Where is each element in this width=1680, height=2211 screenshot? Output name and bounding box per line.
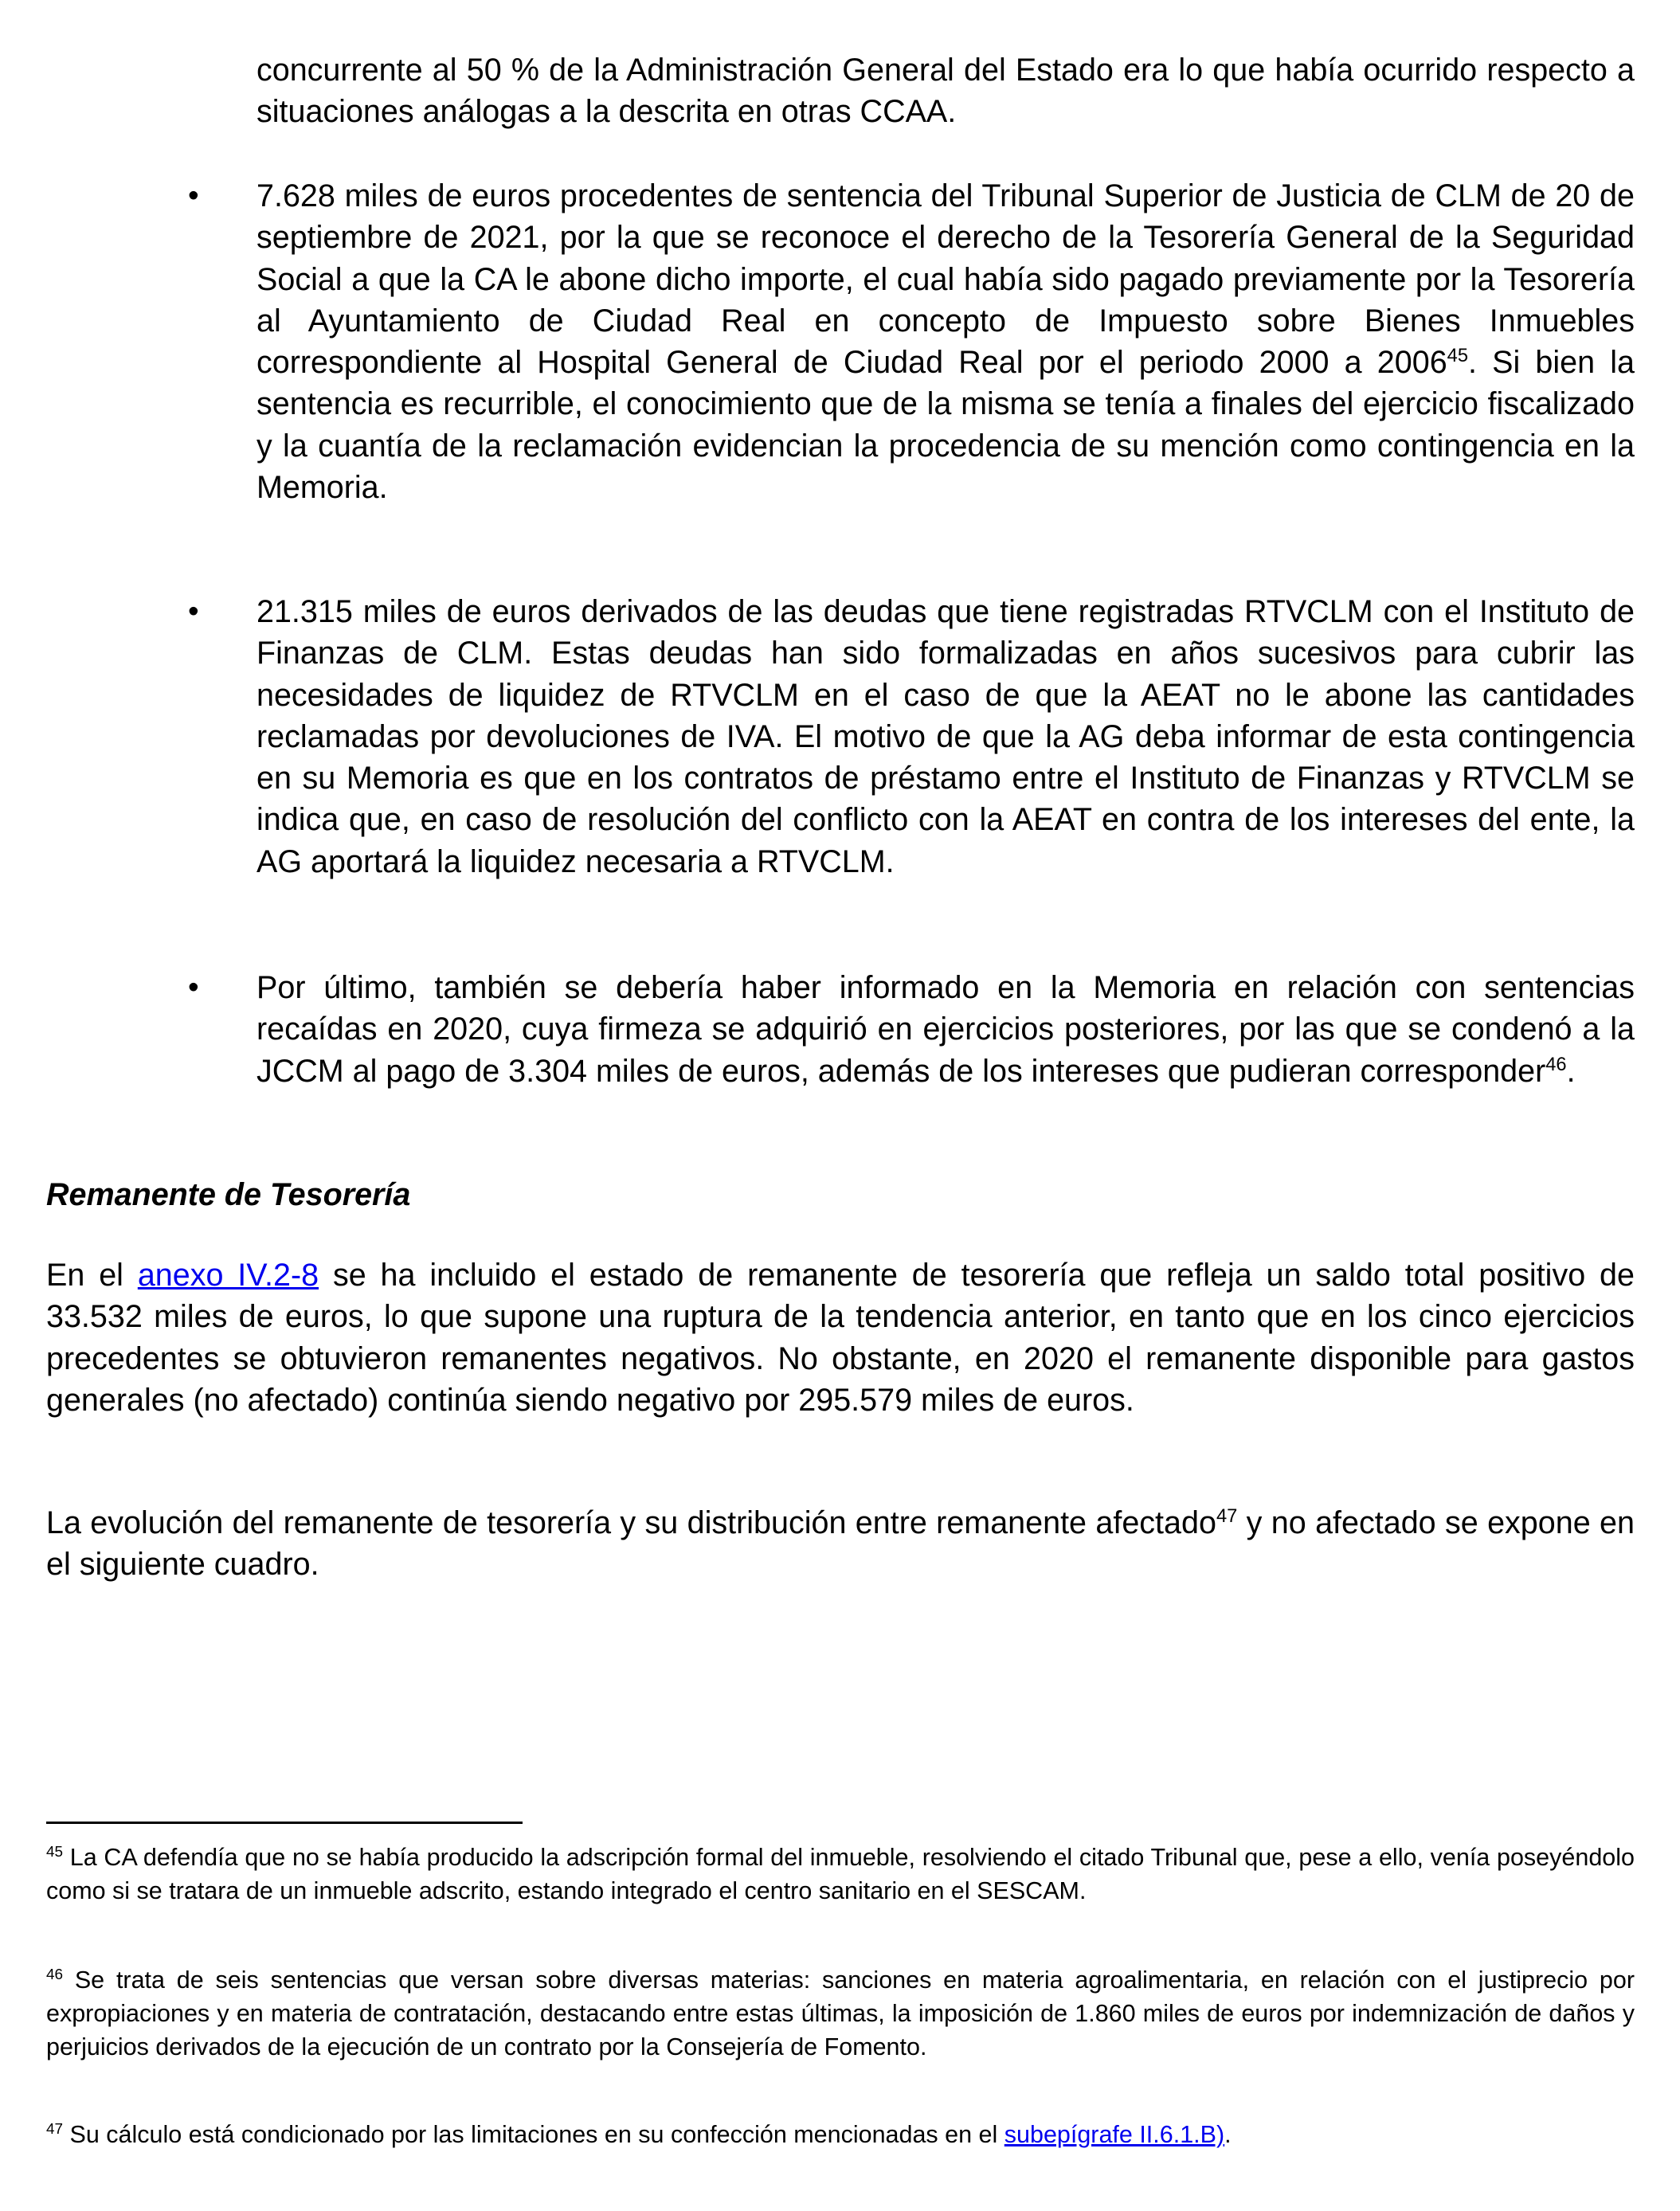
bullet-text: . [1566,1053,1576,1089]
bullet-item-2: 21.315 miles de euros derivados de las deudas que tiene registradas RTVCLM con el Instituto de Finanzas de CLM. Estas deudas han sido formalizadas en años sucesivos para cubrir las necesidades de liquidez de RTVCLM en el caso de que la AEAT no le abone las cantidades reclamadas por devoluciones de IVA. El motivo de que la AG deba informar de esta contingencia en su Memoria es que en los contratos de préstamo entre el Instituto de Finanzas y RTVCLM se indica que, en caso de resolución del conflicto con la AEAT en contra de los intereses del ente, la AG aportará la liquidez necesaria a RTVCLM. [257,594,1635,879]
anexo-link[interactable]: anexo IV.2-8 [137,1258,319,1293]
footnote-number: 46 [46,1966,64,1983]
bullet-item-3 [257,967,1635,1092]
text: La evolución del remanente de tesorería y su distribución entre remanente afectado [46,1505,1216,1540]
text: En el [46,1258,138,1293]
footnote-text: Su cálculo está condicionado por las limitaciones en su confección mencionadas en el [63,2121,1004,2148]
footnote-text: La CA defendía que no se había producido la adscripción formal del inmueble, resolviendo el citado Tribunal que, pese a ello, venía poseyéndolo como si se tratara de un inmueble adscrito, estando integrado el centro sanitario en el SESCAM. [46,1844,1635,1904]
section-heading: Remanente de Tesorería [46,1177,411,1212]
footnote-ref-45[interactable]: 45 [1447,346,1469,367]
footnote-ref-47[interactable]: 47 [1216,1505,1238,1527]
continuation-paragraph: concurrente al 50 % de la Administración General del Estado era lo que había ocurrido respecto a situaciones análogas a la descrita en otras CCAA. [257,53,1635,130]
bullet-icon: • [188,970,199,1004]
evolution-paragraph [46,1502,1635,1586]
footnote-46 [46,1964,1635,2064]
bullet-text: 7.628 miles de euros procedentes de sentencia del Tribunal Superior de Justicia de CLM de 20 de septiembre de 2021, por la que se reconoce el derecho de la Tesorería General de la Seguridad Social a que la CA le abone dicho importe, el cual había sido pagado previamente por la Tesorería al Ayuntamiento de Ciudad Real en concepto de Impuesto sobre Bienes Inmuebles correspondiente al Hospital General de Ciudad Real por el periodo 2000 a 2006 [257,178,1635,381]
footnote-text: Se trata de seis sentencias que versan sobre diversas materias: sanciones en materia agroalimentaria, en relación con el justiprecio por expropiaciones y en materia de contratación, destacando entre estas últimas, la imposición de 1.860 miles de euros por indemnización de daños y perjuicios derivados de la ejecución de un contrato por la Consejería de Fomento. [46,1966,1635,2060]
text: se ha incluido el estado de remanente de tesorería que refleja un saldo total positivo de 33.532 miles de euros, lo que supone una ruptura de la tendencia anterior, en tanto que en los cinco ejercicios precedentes se obtuvieron remanentes negativos. No obstante, en 2020 el remanente disponible para gastos generales (no afectado) continúa siendo negativo por 295.579 miles de euros. [46,1258,1635,1418]
footnote-ref-46[interactable]: 46 [1545,1054,1567,1075]
footnote-number: 45 [46,1843,64,1861]
footnote-47 [46,2119,1635,2152]
bullet-text: Por último, también se debería haber informado en la Memoria en relación con sentencias recaídas en 2020, cuya firmeza se adquirió en ejercicios posteriores, por las que se condenó a la JCCM al pago de 3.304 miles de euros, además de los intereses que pudieran corresponder [257,970,1635,1089]
bullet-item-1 [257,175,1635,508]
remanente-paragraph [46,1254,1635,1421]
footnote-45 [46,1841,1635,1908]
bullet-text: . Si bien la sentencia es recurrible, el conocimiento que de la misma se tenía a finales del ejercicio fiscalizado y la cuantía de la reclamación evidencian la procedencia de su mención como contingencia en la Memoria. [257,345,1635,506]
footnote-number: 47 [46,2120,64,2138]
bullet-icon: • [188,178,199,213]
subepigrafe-link[interactable]: subepígrafe II.6.1.B) [1004,2121,1225,2148]
footnote-text: . [1224,2121,1232,2148]
text: y no afectado se expone en el siguiente cuadro. [46,1505,1635,1583]
footnote-divider [46,1822,523,1824]
bullet-icon: • [188,594,199,628]
